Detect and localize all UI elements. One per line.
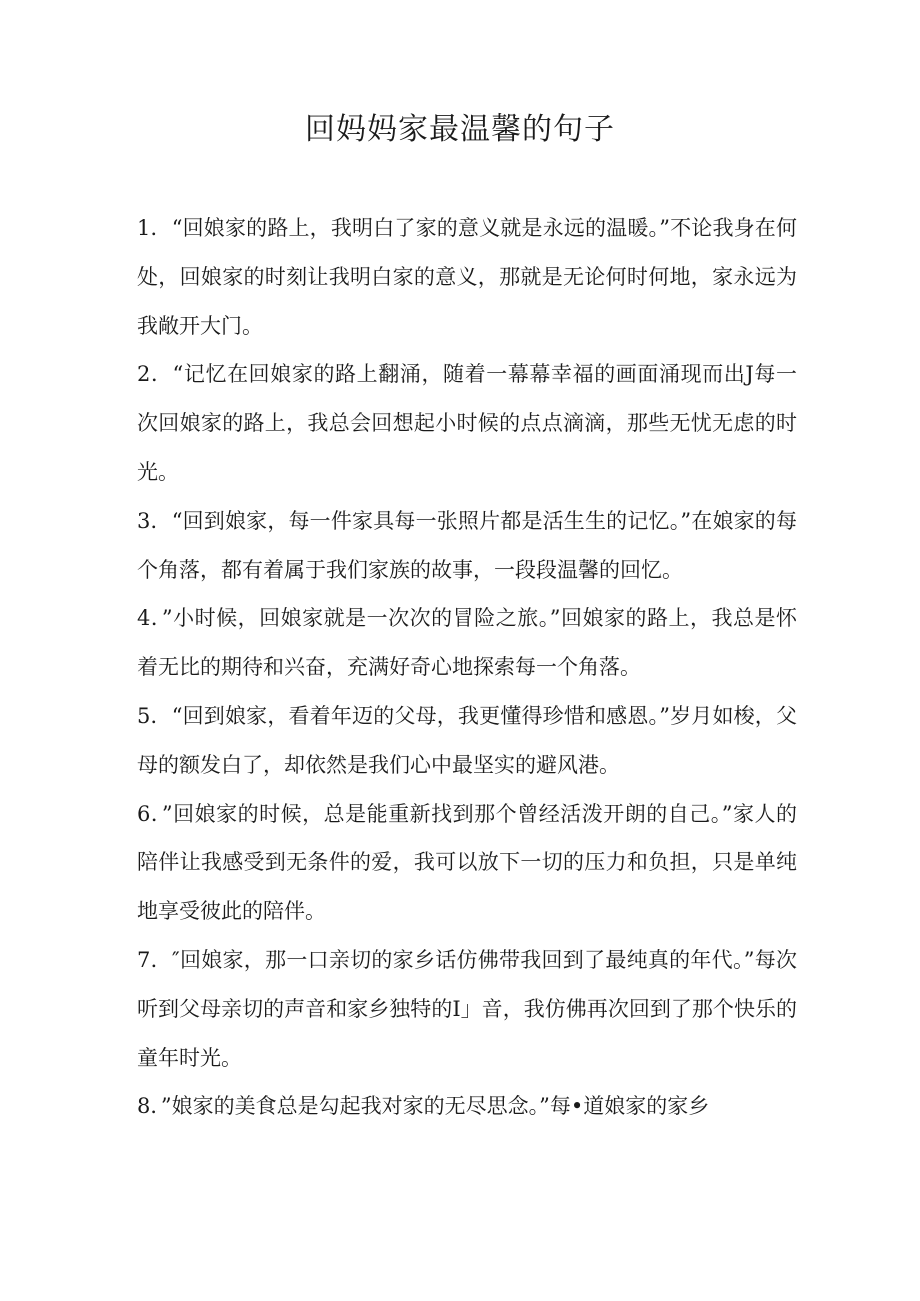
paragraph-2: 2．“记忆在回娘家的路上翻涌，随着一幕幕幸福的画面涌现而出J每一次回娘家的路上，我总会回想起小时候的点点滴滴，那些无忧无虑的时光。 — [137, 362, 797, 484]
paragraph-3: 3．“回到娘家，每一件家具每一张照片都是活生生的记忆。”在娘家的每个角落，都有着属于我们家族的故事，一段段温馨的回忆。 — [137, 508, 797, 582]
paragraph-1: 1．“回娘家的路上，我明白了家的意义就是永远的温暖。”不论我身在何处，回娘家的时刻让我明白家的意义，那就是无论何时何地，家永远为我敞开大门。 — [137, 216, 797, 338]
paragraph-6: 6．”回娘家的时候，总是能重新找到那个曾经活泼开朗的自己。”家人的陪伴让我感受到无条件的爱，我可以放下一切的压力和负担，只是单纯地享受彼此的陪伴。 — [137, 801, 797, 924]
paragraph-5: 5．“回到娘家，看着年迈的父母，我更懂得珍惜和感恩。”岁月如梭，父母的额发白了，却依然是我们心中最坚实的避风港。 — [137, 703, 797, 777]
document-title: 回妈妈家最温馨的句子 — [305, 112, 615, 147]
paragraph-7: 7．″回娘家，那一口亲切的家乡话仿佛带我回到了最纯真的年代。”每次听到父母亲切的声音和家乡独特的I」音，我仿佛再次回到了那个快乐的童年时光。 — [137, 947, 797, 1070]
paragraph-8: 8．”娘家的美食总是勾起我对家的无尽思念。”每•道娘家的家乡 — [137, 1094, 710, 1119]
document-body — [137, 204, 797, 1131]
paragraph-4: 4．”小时候，回娘家就是一次次的冒险之旅。”回娘家的路上，我总是怀着无比的期待和兴奋，充满好奇心地探索每一个角落。 — [137, 606, 797, 680]
